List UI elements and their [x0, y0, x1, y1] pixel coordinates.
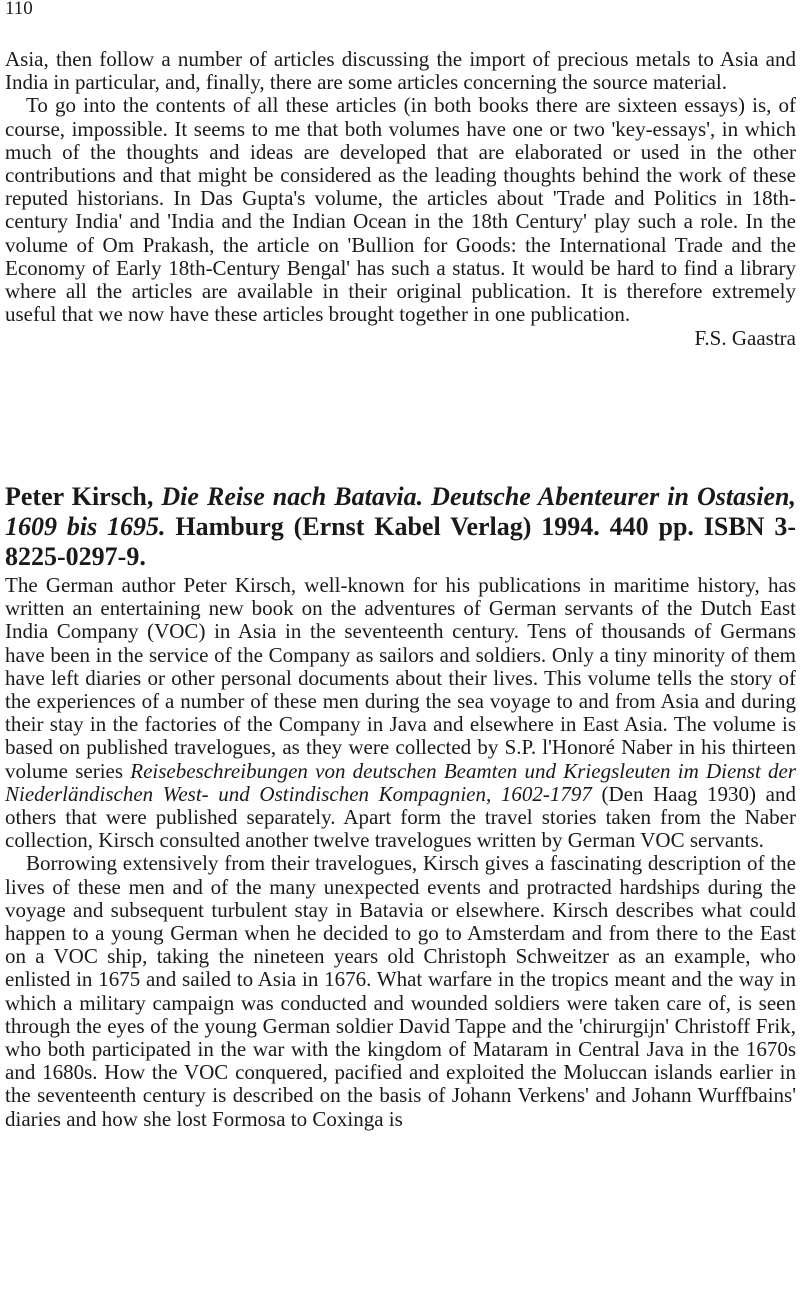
book-title: Die Reise nach Batavia. Deutsche Abenteurer in Ostasien, 1609 bis 1695. — [5, 482, 796, 541]
previous-review-text — [5, 48, 796, 350]
book-publication: Hamburg (Ernst Kabel Verlag) 1994. 440 pp. ISBN 3-8225-0297-9. — [5, 512, 796, 571]
reviewer-signature: F.S. Gaastra — [694, 326, 796, 351]
review-paragraph-1-part-b: (Den Haag 1930) and others that were published separately. Apart form the travel stories taken from the Naber collection, Kirsch consulted another twelve travelogues written by German VOC servants. — [5, 781, 796, 853]
series-title: Reisebeschreibungen von deutschen Beamten und Kriegsleuten im Dienst der Niederländischen West- und Ostindischen Kompagnien, 1602-1797 — [5, 758, 797, 806]
review-paragraph-1 — [5, 574, 796, 852]
review-paragraph-2: Borrowing extensively from their travelogues, Kirsch gives a fascinating description of the lives of these men and of the many unexpected events and protracted hardships during the voyage and subsequent turbulent stay in Batavia or elsewhere. Kirsch describes what could happen to a young German when he decided to go to Amsterdam and from there to the East on a VOC ship, taking the nineteen years old Christoph Schweitzer as an example, who enlisted in 1675 and sailed to Asia in 1676. What warfare in the tropics meant and the way in which a military campaign was conducted and wounded soldiers were taken care of, is seen through the eyes of the young German soldier David Tappe and the 'chirurgijn' Christoff Frik, who both participated in the war with the kingdom of Mataram in Central Java in the 1670s and 1680s. How the VOC conquered, pacified and exploited the Moluccan islands earlier in the seventeenth century is described on the basis of Johann Verkens' and Johann Wurffbains' diaries and how she lost Formosa to Coxinga is — [5, 851, 796, 1131]
review-text — [5, 574, 796, 1131]
previous-review-paragraph-2: To go into the contents of all these articles (in both books there are sixteen essays) is, of course, impossible. It seems to me that both volumes have one or two 'key-essays', in which much of the thoughts and ideas are developed that are elaborated or used in the other contributions and that might be considered as the leading thoughts behind the work of these reputed historians. In Das Gupta's volume, the articles about 'Trade and Politics in 18th-century India' and 'India and the Indian Ocean in the 18th Century' play such a role. In the volume of Om Prakash, the article on 'Bullion for Goods: the International Trade and the Economy of Early 18th-Century Bengal' has such a status. It would be hard to find a library where all the articles are available in their original publication. It is therefore extremely useful that we now have these articles brought together in one publication. — [5, 93, 796, 327]
review-heading — [5, 482, 796, 572]
previous-review-paragraph-1: Asia, then follow a number of articles discussing the import of precious metals to Asia and India in particular, and, finally, there are some articles concerning the source material. — [5, 47, 796, 95]
page-number: 110 — [5, 0, 33, 19]
review-paragraph-1-part-a: The German author Peter Kirsch, well-known for his publications in maritime history, has written an entertaining new book on the adventures of German servants of the Dutch East India Company (VOC) in Asia in the seventeenth century. Tens of thousands of Germans have been in the service of the Company as sailors and soldiers. Only a tiny minority of them have left diaries or other personal documents about their lives. This volume tells the story of the experiences of a number of these men during the sea voyage to and from Asia and during their stay in the factories of the Company in Java and elsewhere in East Asia. The volume is based on published travelogues, as they were collected by S.P. l'Honoré Naber in his thirteen volume series — [5, 573, 796, 783]
book-author: Peter Kirsch, — [5, 482, 154, 511]
